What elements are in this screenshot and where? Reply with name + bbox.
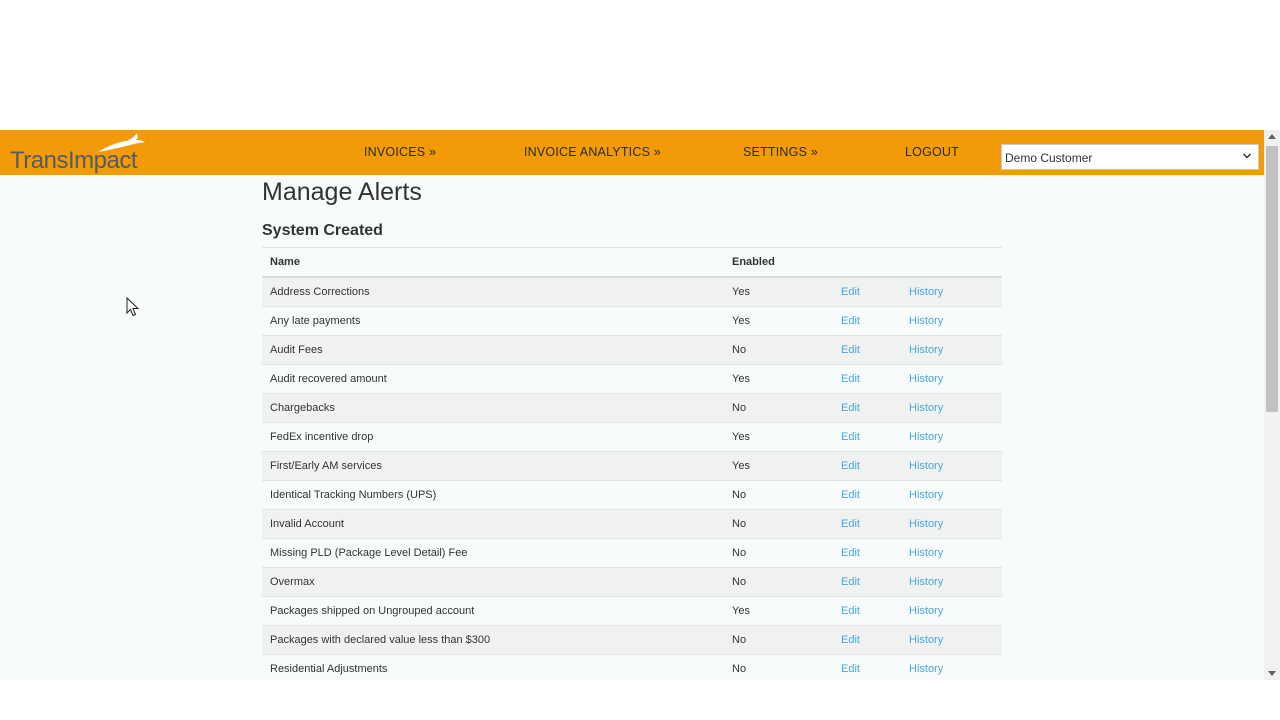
- table-row: [262, 336, 1002, 365]
- scroll-up-arrow-icon[interactable]: [1268, 134, 1276, 139]
- alert-name: Residential Adjustments: [262, 655, 724, 681]
- edit-link[interactable]: Edit: [841, 547, 860, 559]
- edit-link[interactable]: Edit: [841, 315, 860, 327]
- alert-enabled: No: [724, 336, 833, 365]
- table-row: [262, 481, 1002, 510]
- history-link[interactable]: History: [909, 315, 944, 327]
- alert-name: Identical Tracking Numbers (UPS): [262, 481, 724, 510]
- page-title: Manage Alerts: [262, 178, 422, 206]
- alert-enabled: Yes: [724, 277, 833, 307]
- edit-link[interactable]: Edit: [841, 431, 860, 443]
- alert-enabled: No: [724, 510, 833, 539]
- nav-invoices[interactable]: INVOICES »: [364, 145, 437, 159]
- nav-logout[interactable]: LOGOUT: [905, 145, 959, 159]
- edit-link[interactable]: Edit: [841, 605, 860, 617]
- history-link[interactable]: History: [909, 605, 944, 617]
- edit-link[interactable]: Edit: [841, 518, 860, 530]
- customer-select[interactable]: [1001, 144, 1259, 170]
- table-row: [262, 597, 1002, 626]
- navbar: [0, 130, 1264, 175]
- history-link[interactable]: History: [909, 547, 944, 559]
- nav-settings[interactable]: SETTINGS »: [743, 145, 818, 159]
- table-row: [262, 277, 1002, 307]
- history-link[interactable]: History: [909, 373, 944, 385]
- history-link[interactable]: History: [909, 460, 944, 472]
- customer-select-value: Demo Customer: [1005, 151, 1093, 165]
- alert-name: First/Early AM services: [262, 452, 724, 481]
- edit-link[interactable]: Edit: [841, 634, 860, 646]
- alert-enabled: Yes: [724, 423, 833, 452]
- history-link[interactable]: History: [909, 663, 944, 675]
- table-row: [262, 510, 1002, 539]
- table-header-row: [262, 248, 1002, 278]
- edit-link[interactable]: Edit: [841, 402, 860, 414]
- history-link[interactable]: History: [909, 518, 944, 530]
- edit-link[interactable]: Edit: [841, 576, 860, 588]
- column-header-edit: [833, 248, 901, 278]
- history-link[interactable]: History: [909, 286, 944, 298]
- table-row: [262, 655, 1002, 681]
- alert-name: Address Corrections: [262, 277, 724, 307]
- table-row: [262, 626, 1002, 655]
- alert-enabled: Yes: [724, 597, 833, 626]
- history-link[interactable]: History: [909, 402, 944, 414]
- history-link[interactable]: History: [909, 576, 944, 588]
- table-row: [262, 394, 1002, 423]
- alert-enabled: No: [724, 539, 833, 568]
- scroll-down-arrow-icon[interactable]: [1268, 671, 1276, 676]
- column-header-history: [901, 248, 1002, 278]
- column-header-name: Name: [262, 248, 724, 278]
- alert-enabled: Yes: [724, 452, 833, 481]
- column-header-enabled: Enabled: [724, 248, 833, 278]
- alert-enabled: No: [724, 481, 833, 510]
- alert-enabled: No: [724, 655, 833, 681]
- edit-link[interactable]: Edit: [841, 344, 860, 356]
- mouse-pointer-icon: [126, 297, 140, 317]
- alert-name: Audit Fees: [262, 336, 724, 365]
- top-blank-area: [0, 0, 1280, 130]
- alert-name: Any late payments: [262, 307, 724, 336]
- edit-link[interactable]: Edit: [841, 663, 860, 675]
- history-link[interactable]: History: [909, 634, 944, 646]
- table-row: [262, 452, 1002, 481]
- alert-name: Packages shipped on Ungrouped account: [262, 597, 724, 626]
- alert-name: Audit recovered amount: [262, 365, 724, 394]
- table-row: [262, 423, 1002, 452]
- table-row: [262, 568, 1002, 597]
- nav-invoice-analytics[interactable]: INVOICE ANALYTICS »: [524, 145, 661, 159]
- vertical-scrollbar[interactable]: [1264, 130, 1280, 680]
- history-link[interactable]: History: [909, 431, 944, 443]
- page-viewport: [0, 130, 1264, 680]
- alert-enabled: No: [724, 626, 833, 655]
- alert-name: Invalid Account: [262, 510, 724, 539]
- alert-name: FedEx incentive drop: [262, 423, 724, 452]
- alert-name: Missing PLD (Package Level Detail) Fee: [262, 539, 724, 568]
- alert-enabled: No: [724, 568, 833, 597]
- chevron-down-icon: [1242, 151, 1252, 161]
- history-link[interactable]: History: [909, 344, 944, 356]
- alerts-table: [262, 247, 1002, 680]
- edit-link[interactable]: Edit: [841, 373, 860, 385]
- alert-name: Packages with declared value less than $300: [262, 626, 724, 655]
- edit-link[interactable]: Edit: [841, 460, 860, 472]
- table-row: [262, 365, 1002, 394]
- scrollbar-thumb[interactable]: [1266, 146, 1278, 412]
- transimpact-logo[interactable]: [8, 132, 153, 174]
- alert-enabled: Yes: [724, 307, 833, 336]
- history-link[interactable]: History: [909, 489, 944, 501]
- alert-name: Chargebacks: [262, 394, 724, 423]
- alert-enabled: Yes: [724, 365, 833, 394]
- bottom-blank-area: [0, 680, 1280, 720]
- alert-enabled: No: [724, 394, 833, 423]
- logo-text: TransImpact: [10, 147, 137, 174]
- table-row: [262, 539, 1002, 568]
- section-title: System Created: [262, 222, 383, 239]
- table-row: [262, 307, 1002, 336]
- edit-link[interactable]: Edit: [841, 286, 860, 298]
- edit-link[interactable]: Edit: [841, 489, 860, 501]
- alert-name: Overmax: [262, 568, 724, 597]
